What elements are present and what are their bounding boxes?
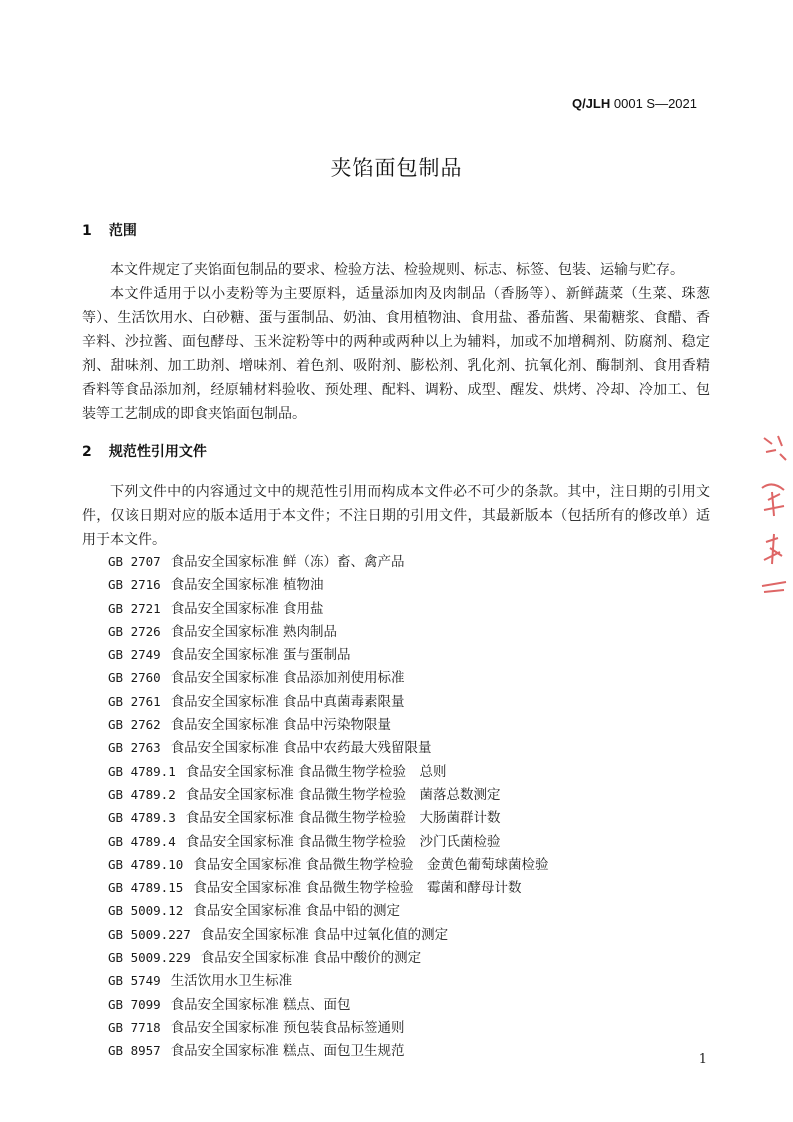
- reference-title: 食品安全国家标准 食用盐: [170, 600, 324, 617]
- list-item: [108, 946, 549, 969]
- reference-title: 食品安全国家标准 食品中农药最大残留限量: [170, 740, 432, 757]
- reference-title: 食品安全国家标准 食品微生物学检验 总则: [185, 763, 447, 780]
- reference-title: 食品安全国家标准 食品微生物学检验 菌落总数测定: [185, 786, 501, 803]
- standard-prefix: Q/JLH: [571, 96, 611, 111]
- list-item: [108, 1016, 549, 1039]
- reference-code: GB 5009.229: [108, 950, 191, 966]
- reference-code: GB 7099: [108, 996, 161, 1012]
- list-item: [108, 969, 549, 992]
- list-item: [108, 853, 549, 876]
- list-item: [108, 760, 549, 783]
- reference-code: GB 2726: [108, 623, 161, 639]
- seal-stamp-icon: [758, 430, 788, 600]
- reference-title: 食品安全国家标准 糕点、面包卫生规范: [170, 1043, 405, 1060]
- reference-code: GB 2749: [108, 647, 161, 663]
- list-item: [108, 713, 549, 736]
- reference-title: 食品安全国家标准 植物油: [170, 577, 324, 594]
- list-item: [108, 899, 549, 922]
- section-number: 1: [82, 223, 92, 239]
- reference-title: 食品安全国家标准 食品添加剂使用标准: [170, 670, 405, 687]
- reference-title: 食品安全国家标准 食品微生物学检验 金黄色葡萄球菌检验: [193, 856, 549, 873]
- reference-title: 食品安全国家标准 鲜（冻）畜、禽产品: [170, 554, 405, 570]
- list-item: [108, 923, 549, 946]
- page-number: 1: [698, 1052, 707, 1067]
- reference-title: 食品安全国家标准 食品微生物学检验 沙门氏菌检验: [185, 833, 501, 850]
- reference-code: GB 7718: [108, 1019, 161, 1035]
- reference-code: GB 2716: [108, 577, 161, 593]
- reference-list: [108, 550, 549, 1063]
- list-item: [108, 806, 549, 829]
- reference-title: 食品安全国家标准 蛋与蛋制品: [170, 647, 351, 664]
- reference-title: 食品安全国家标准 食品中过氧化值的测定: [200, 926, 449, 943]
- list-item: [108, 830, 549, 853]
- reference-title: 食品安全国家标准 糕点、面包: [170, 996, 351, 1013]
- reference-title: 食品安全国家标准 预包装食品标签通则: [170, 1019, 405, 1036]
- reference-title: 食品安全国家标准 食品微生物学检验 霉菌和酵母计数: [193, 880, 522, 897]
- reference-title: 食品安全国家标准 食品中污染物限量: [170, 717, 391, 734]
- reference-code: GB 5009.12: [108, 903, 184, 919]
- reference-code: GB 4789.15: [108, 880, 184, 896]
- document-title: 夹馅面包制品: [330, 156, 463, 180]
- reference-code: GB 2763: [108, 740, 161, 756]
- paragraph: 本文件适用于以小麦粉等为主要原料，适量添加肉及肉制品（香肠等）、新鲜蔬菜（生菜、珠葱等）、生活饮用水、白砂糖、蛋与蛋制品、奶油、食用植物油、食用盐、番茄酱、果葡糖浆、食醋、香辛料、沙拉酱、面包酵母、玉米淀粉等中的两种或两种以上为辅料，加或不加增稠剂、防腐剂、稳定剂、甜味剂、加工助剂、增味剂、着色剂、吸附剂、膨松剂、乳化剂、抗氧化剂、酶制剂、食用香精香料等食品添加剂，经原辅材料验收、预处理、配料、调粉、成型、醒发、烘烤、冷却、冷加工、包装等工艺制成的即食夹馅面包制品。: [82, 286, 710, 422]
- references-intro: [82, 480, 710, 552]
- list-item: [108, 783, 549, 806]
- reference-title: 食品安全国家标准 食品中酸价的测定: [200, 950, 422, 967]
- section-heading-references: [82, 441, 207, 461]
- reference-title: 食品安全国家标准 食品中铅的测定: [193, 903, 401, 920]
- reference-code: GB 4789.1: [108, 763, 176, 779]
- reference-title: 食品安全国家标准 食品中真菌毒素限量: [170, 693, 405, 710]
- paragraph: 下列文件中的内容通过文中的规范性引用而构成本文件必不可少的条款。其中，注日期的引用文件，仅该日期对应的版本适用于本文件；不注日期的引用文件，其最新版本（包括所有的修改单）适用于本文件。: [82, 484, 710, 548]
- reference-code: GB 8957: [108, 1043, 161, 1059]
- standard-code: [572, 96, 697, 111]
- list-item: [108, 550, 549, 573]
- list-item: [108, 666, 549, 689]
- section-heading-scope: [82, 220, 137, 240]
- reference-code: GB 2761: [108, 693, 161, 709]
- section-title: 规范性引用文件: [108, 444, 207, 460]
- reference-title: 食品安全国家标准 熟肉制品: [170, 623, 337, 640]
- reference-code: GB 5009.227: [108, 926, 191, 942]
- reference-code: GB 4789.10: [108, 856, 184, 872]
- list-item: [108, 643, 549, 666]
- paragraph: 本文件规定了夹馅面包制品的要求、检验方法、检验规则、标志、标签、包装、运输与贮存。: [110, 262, 684, 278]
- reference-code: GB 4789.3: [108, 810, 176, 826]
- list-item: [108, 876, 549, 899]
- list-item: [108, 690, 549, 713]
- list-item: [108, 573, 549, 596]
- section-number: 2: [82, 444, 92, 460]
- list-item: [108, 736, 549, 759]
- reference-code: GB 5749: [108, 973, 161, 989]
- scope-body: [82, 258, 710, 426]
- list-item: [108, 1039, 549, 1062]
- list-item: [108, 620, 549, 643]
- list-item: [108, 597, 549, 620]
- list-item: [108, 993, 549, 1016]
- reference-title: 生活饮用水卫生标准: [170, 973, 293, 990]
- reference-code: GB 4789.2: [108, 786, 176, 802]
- reference-title: 食品安全国家标准 食品微生物学检验 大肠菌群计数: [185, 810, 501, 827]
- reference-code: GB 2707: [108, 554, 161, 569]
- standard-number: 0001 S—2021: [613, 96, 697, 111]
- reference-code: GB 4789.4: [108, 833, 176, 849]
- section-title: 范围: [108, 223, 137, 239]
- reference-code: GB 2762: [108, 717, 161, 733]
- reference-code: GB 2760: [108, 670, 161, 686]
- reference-code: GB 2721: [108, 600, 161, 616]
